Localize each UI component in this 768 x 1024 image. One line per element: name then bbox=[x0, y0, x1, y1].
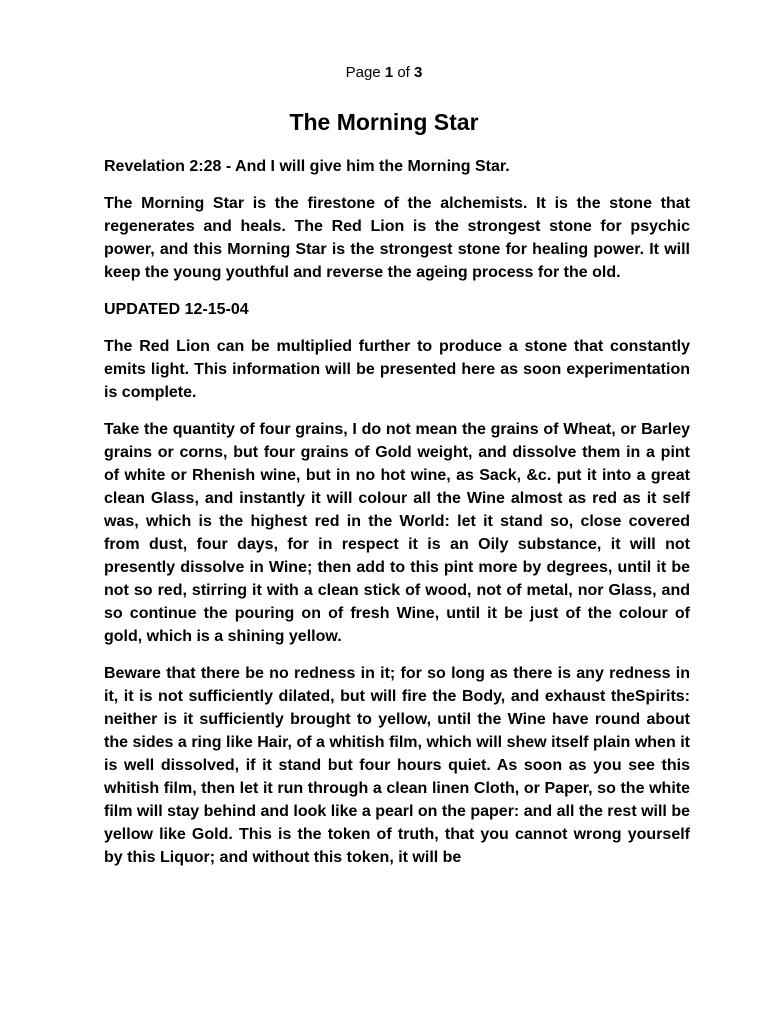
total-page-count: 3 bbox=[414, 64, 423, 81]
document-title: The Morning Star bbox=[289, 109, 479, 135]
page-of-label: of bbox=[397, 64, 410, 81]
current-page-number: 1 bbox=[384, 64, 394, 81]
paragraph-red-lion: The Red Lion can be multiplied further to produce a stone that constantly emits light. This information will be presented here as soon experimentation is complete. bbox=[104, 338, 690, 401]
paragraph-update-date: UPDATED 12-15-04 bbox=[104, 301, 249, 318]
page-label: Page bbox=[345, 64, 381, 81]
paragraph-warning: Beware that there be no redness in it; for so long as there is any redness in it, it is not sufficiently dilated, but will fire the Body, and exhaust theSpirits: neither is it sufficiently brought to yellow, until the Wine have round about the sides a ring like Hair, of a whitish film, which will shew itself plain when it is well dissolved, if it stand but four hours quiet. As soon as you see this whitish film, then let it run through a clean linen Cloth, or Paper, so the white film will stay behind and look like a pearl on the paper: and all the rest will be yellow like Gold. This is the token of truth, that you cannot wrong yourself by this Liquor; and without this token, it will be bbox=[104, 665, 690, 866]
paragraph-preparation: Take the quantity of four grains, I do not mean the grains of Wheat, or Barley grains or corns, but four grains of Gold weight, and dissolve them in a pint of white or Rhenish wine, but in no hot wine, as Sack, &c. put it into a great clean Glass, and instantly it will colour all the Wine almost as red as it self was, which is the highest red in the World: let it stand so, close covered from dust, four days, for in respect it is an Oily substance, it will not presently dissolve in Wine; then add to this pint more by degrees, until it be not so red, stirring it with a clean stick of wood, not of metal, nor Glass, and so continue the pouring on of fresh Wine, until it be just of the colour of gold, which is a shining yellow. bbox=[104, 421, 690, 645]
page-number-header bbox=[0, 63, 768, 83]
document-body bbox=[104, 155, 690, 883]
paragraph-introduction: The Morning Star is the firestone of the alchemists. It is the stone that regenerates and heals. The Red Lion is the strongest stone for psychic power, and this Morning Star is the strongest stone for healing power. It will keep the young youthful and reverse the ageing process for the old. bbox=[104, 195, 690, 281]
paragraph-scripture-quote: Revelation 2:28 - And I will give him the Morning Star. bbox=[104, 158, 510, 175]
